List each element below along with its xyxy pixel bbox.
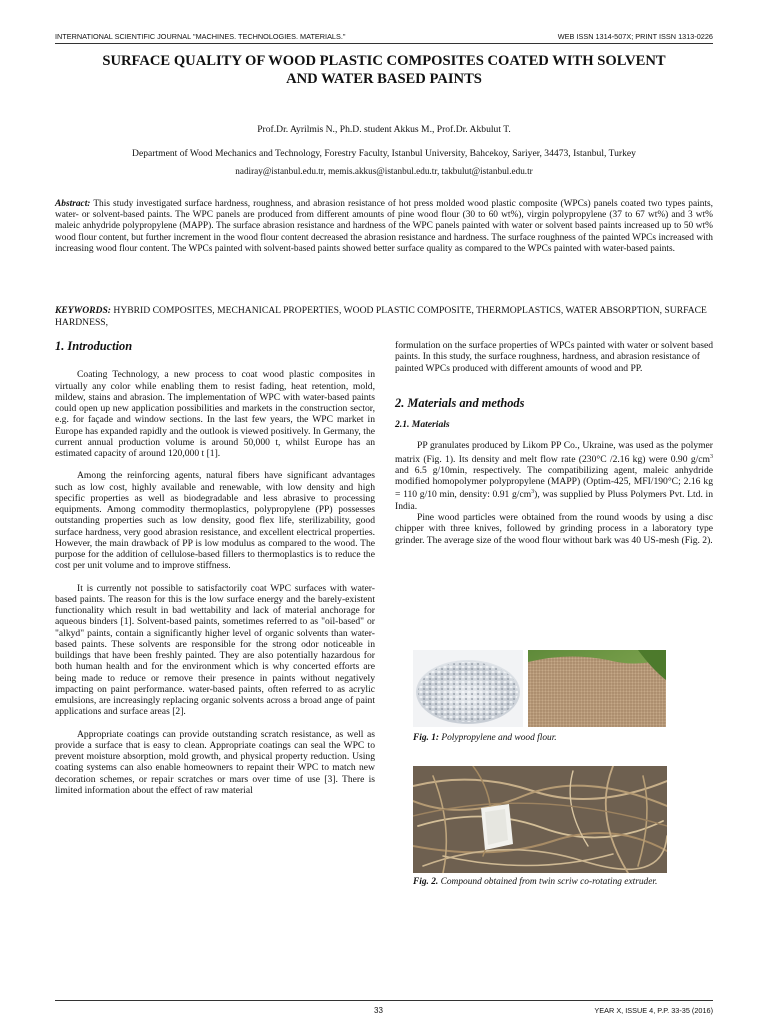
fig1-label: Fig. 1:: [413, 733, 440, 743]
section-heading-introduction: 1. Introduction: [55, 339, 133, 353]
fig2-caption-text: Compound obtained from twin scriw co-rotating extruder.: [440, 877, 658, 887]
materials-p1-b: and 6.5 g/10min, respectively. The compatibilizing agent, maleic anhydride modified homopolymer polypropylene (MAPP) (Optim-425, MFI/190°C; 2.16 kg = 110 g/10 min, density: 0.91 g/cm: [395, 464, 713, 501]
intro-paragraph-3: It is currently not possible to satisfactorily coat WPC surfaces with water-based paints. The reason for this is the low surface energy and the barely-existent functionality which result in bad wettability and lack of material anchorage for aqueous binders [1]. Solvent-based paints, sometimes referred to as "oil-based" or "alkyd" paints, contain a significantly higher level of organic solvents than water-based paints. These solvents are responsible for the strong odor noticeable in buildings that have been freshly painted. They are also potentially hazardous for both human health and for the environment which is why concerted efforts are being made to reduce or remove their presence in paints without negatively impacting on paint performance. water-based paints, often referred to as acrylic emulsions, are increasingly replacing organic solvents across a broad ange of paint applications and surface areas [2].: [55, 582, 375, 718]
intro-continued-text-b: painted WPCs produced with different amounts of wood and PP.: [395, 362, 643, 374]
materials-paragraph-2: Pine wood particles were obtained from the round woods by using a disc chipper with three knives, followed by grinding process in a laboratory type grinder. The average size of the wood flour without bark was 40 US-mesh (Fig. 2).: [395, 512, 713, 546]
fig1-wood-flour-image: [528, 650, 666, 727]
sup-cm3-b: 3: [531, 489, 535, 496]
intro-paragraph-4: Appropriate coatings can provide outstanding scratch resistance, as well as provide a surface that is easy to clean. Appropriate coatings can seal the WPC to prevent moisture absorption, mold growth, and physical property reduction. Using coating systems can also enable homeowners to repaint their WPC to match new decoration schemes, or repair scratches or mars over time of use [3]. There is limited information about the effect of raw material: [55, 728, 375, 796]
section-heading-materials-methods: 2. Materials and methods: [395, 395, 525, 410]
fig1-polypropylene-image: [413, 650, 523, 727]
intro-continued: [395, 340, 713, 374]
materials-p1-a: PP granulates produced by Likom PP Co., Ukraine, was used as the polymer matrix (Fig. 1). Its density and melt flow rate (230°C /2.16 kg) were 0.90 g/cm: [395, 440, 713, 465]
fig2-compound-image: [413, 766, 667, 873]
intro-paragraph-2: Among the reinforcing agents, natural fibers have significant advantages such as low cost, highly available and renewable, with low density and high specific properties as well as biodegradable and less abrasive to processing equipments. Among commodity thermoplastics, polypropylene (PP) possesses outstanding properties such as low density, good flex life, sterilizability, good surface hardness, very good abrasion resistance, and excellent electrical properties. However, the main drawback of PP is low modulus as compared to the wood. The purpose for the addition of cellulose-based fillers to thermoplastics is to reduce the cost per unit volume and to improve stiffness.: [55, 470, 375, 572]
issue-info: YEAR X, ISSUE 4, P.P. 33-35 (2016): [594, 1006, 713, 1015]
fig2-label: Fig. 2.: [413, 877, 439, 887]
paper-title: [55, 52, 713, 88]
fig1-caption: [413, 733, 713, 744]
page-number: 33: [374, 1006, 383, 1015]
issn: WEB ISSN 1314-507X; PRINT ISSN 1313-0226: [557, 32, 713, 41]
materials-paragraph-1: [395, 440, 713, 512]
fig2-caption: [413, 877, 693, 888]
keywords-text: HYBRID COMPOSITES, MECHANICAL PROPERTIES, WOOD PLASTIC COMPOSITE, THERMOPLASTICS, WATER ABSORPTION, SURFACE HARDNESS,: [55, 305, 707, 328]
keywords: [55, 305, 713, 329]
sup-cm3-a: 3: [710, 453, 713, 460]
fig1-caption-text: Polypropylene and wood flour.: [441, 733, 557, 743]
left-column: [55, 341, 375, 796]
abstract-text: This study investigated surface hardness, roughness, and abrasion resistance of hot press molded wood plastic composite (WPCs) panels coated two types paints, water- or solvent-based paints. The WPC panels are produced from different amounts of pine wood flour (30 to 60 wt%), virgin polypropylene (37 to 67 wt%) and 3 wt% maleic anhydride polypropylene (MAPP). The surface abrasion resistance and hardness of the WPC panels painted with water or solvent based paints increased up to 50 wt% wood flour content, but further increment in the wood flour content decreased the abrasion resistance and hardness. The surface roughness of the painted WPCs increased with increasing wood flour content. The WPCs painted with solvent-based paints showed better surface quality as compared to the WPCs painted with water-based paints.: [55, 199, 713, 254]
emails: nadiray@istanbul.edu.tr, memis.akkus@istanbul.edu.tr, takbulut@istanbul.edu.tr: [235, 166, 533, 176]
footer-rule: [55, 1000, 713, 1001]
abstract-label: Abstract:: [55, 199, 91, 209]
abstract: [55, 199, 713, 255]
authors: Prof.Dr. Ayrilmis N., Ph.D. student Akkus M., Prof.Dr. Akbulut T.: [257, 124, 511, 135]
intro-continued-text-a: formulation on the surface properties of WPCs painted with water or solvent based paints. In this study, the surface roughness, hardness, and abrasion resistance of: [395, 340, 713, 363]
title-line-2: AND WATER BASED PAINTS: [286, 71, 482, 87]
header-rule: [55, 43, 713, 44]
keywords-label: KEYWORDS:: [55, 305, 111, 316]
title-line-1: SURFACE QUALITY OF WOOD PLASTIC COMPOSITES COATED WITH SOLVENT: [102, 53, 666, 69]
journal-name: INTERNATIONAL SCIENTIFIC JOURNAL "MACHINES. TECHNOLOGIES. MATERIALS.": [55, 32, 346, 41]
subsection-heading-materials: 2.1. Materials: [395, 419, 450, 430]
intro-paragraph-1: Coating Technology, a new process to coat wood plastic composites in virtually any color while enabling them to resist fading, heat retention, mold, mildew, stains and abrasion. The implementation of WPC with water-based paints could open up new application possibilities and markets in the construction sector, e.g. for façade and window sections. In the last few years, the WPC market in Europe has expanded rapidly and the outlook is viewed positively. In Germany, the current annual production volume is around 50,000 t, whilst Europe has an estimated capacity of around 120,000 t [1].: [55, 369, 375, 459]
right-column: [395, 340, 713, 546]
affiliation: Department of Wood Mechanics and Technology, Forestry Faculty, Istanbul University, Bahcekoy, Sariyer, 34473, Istanbul, Turkey: [132, 148, 636, 159]
materials-p1-c: ), was supplied by Pluss Polymers Pvt. Ltd. in India.: [395, 489, 713, 512]
